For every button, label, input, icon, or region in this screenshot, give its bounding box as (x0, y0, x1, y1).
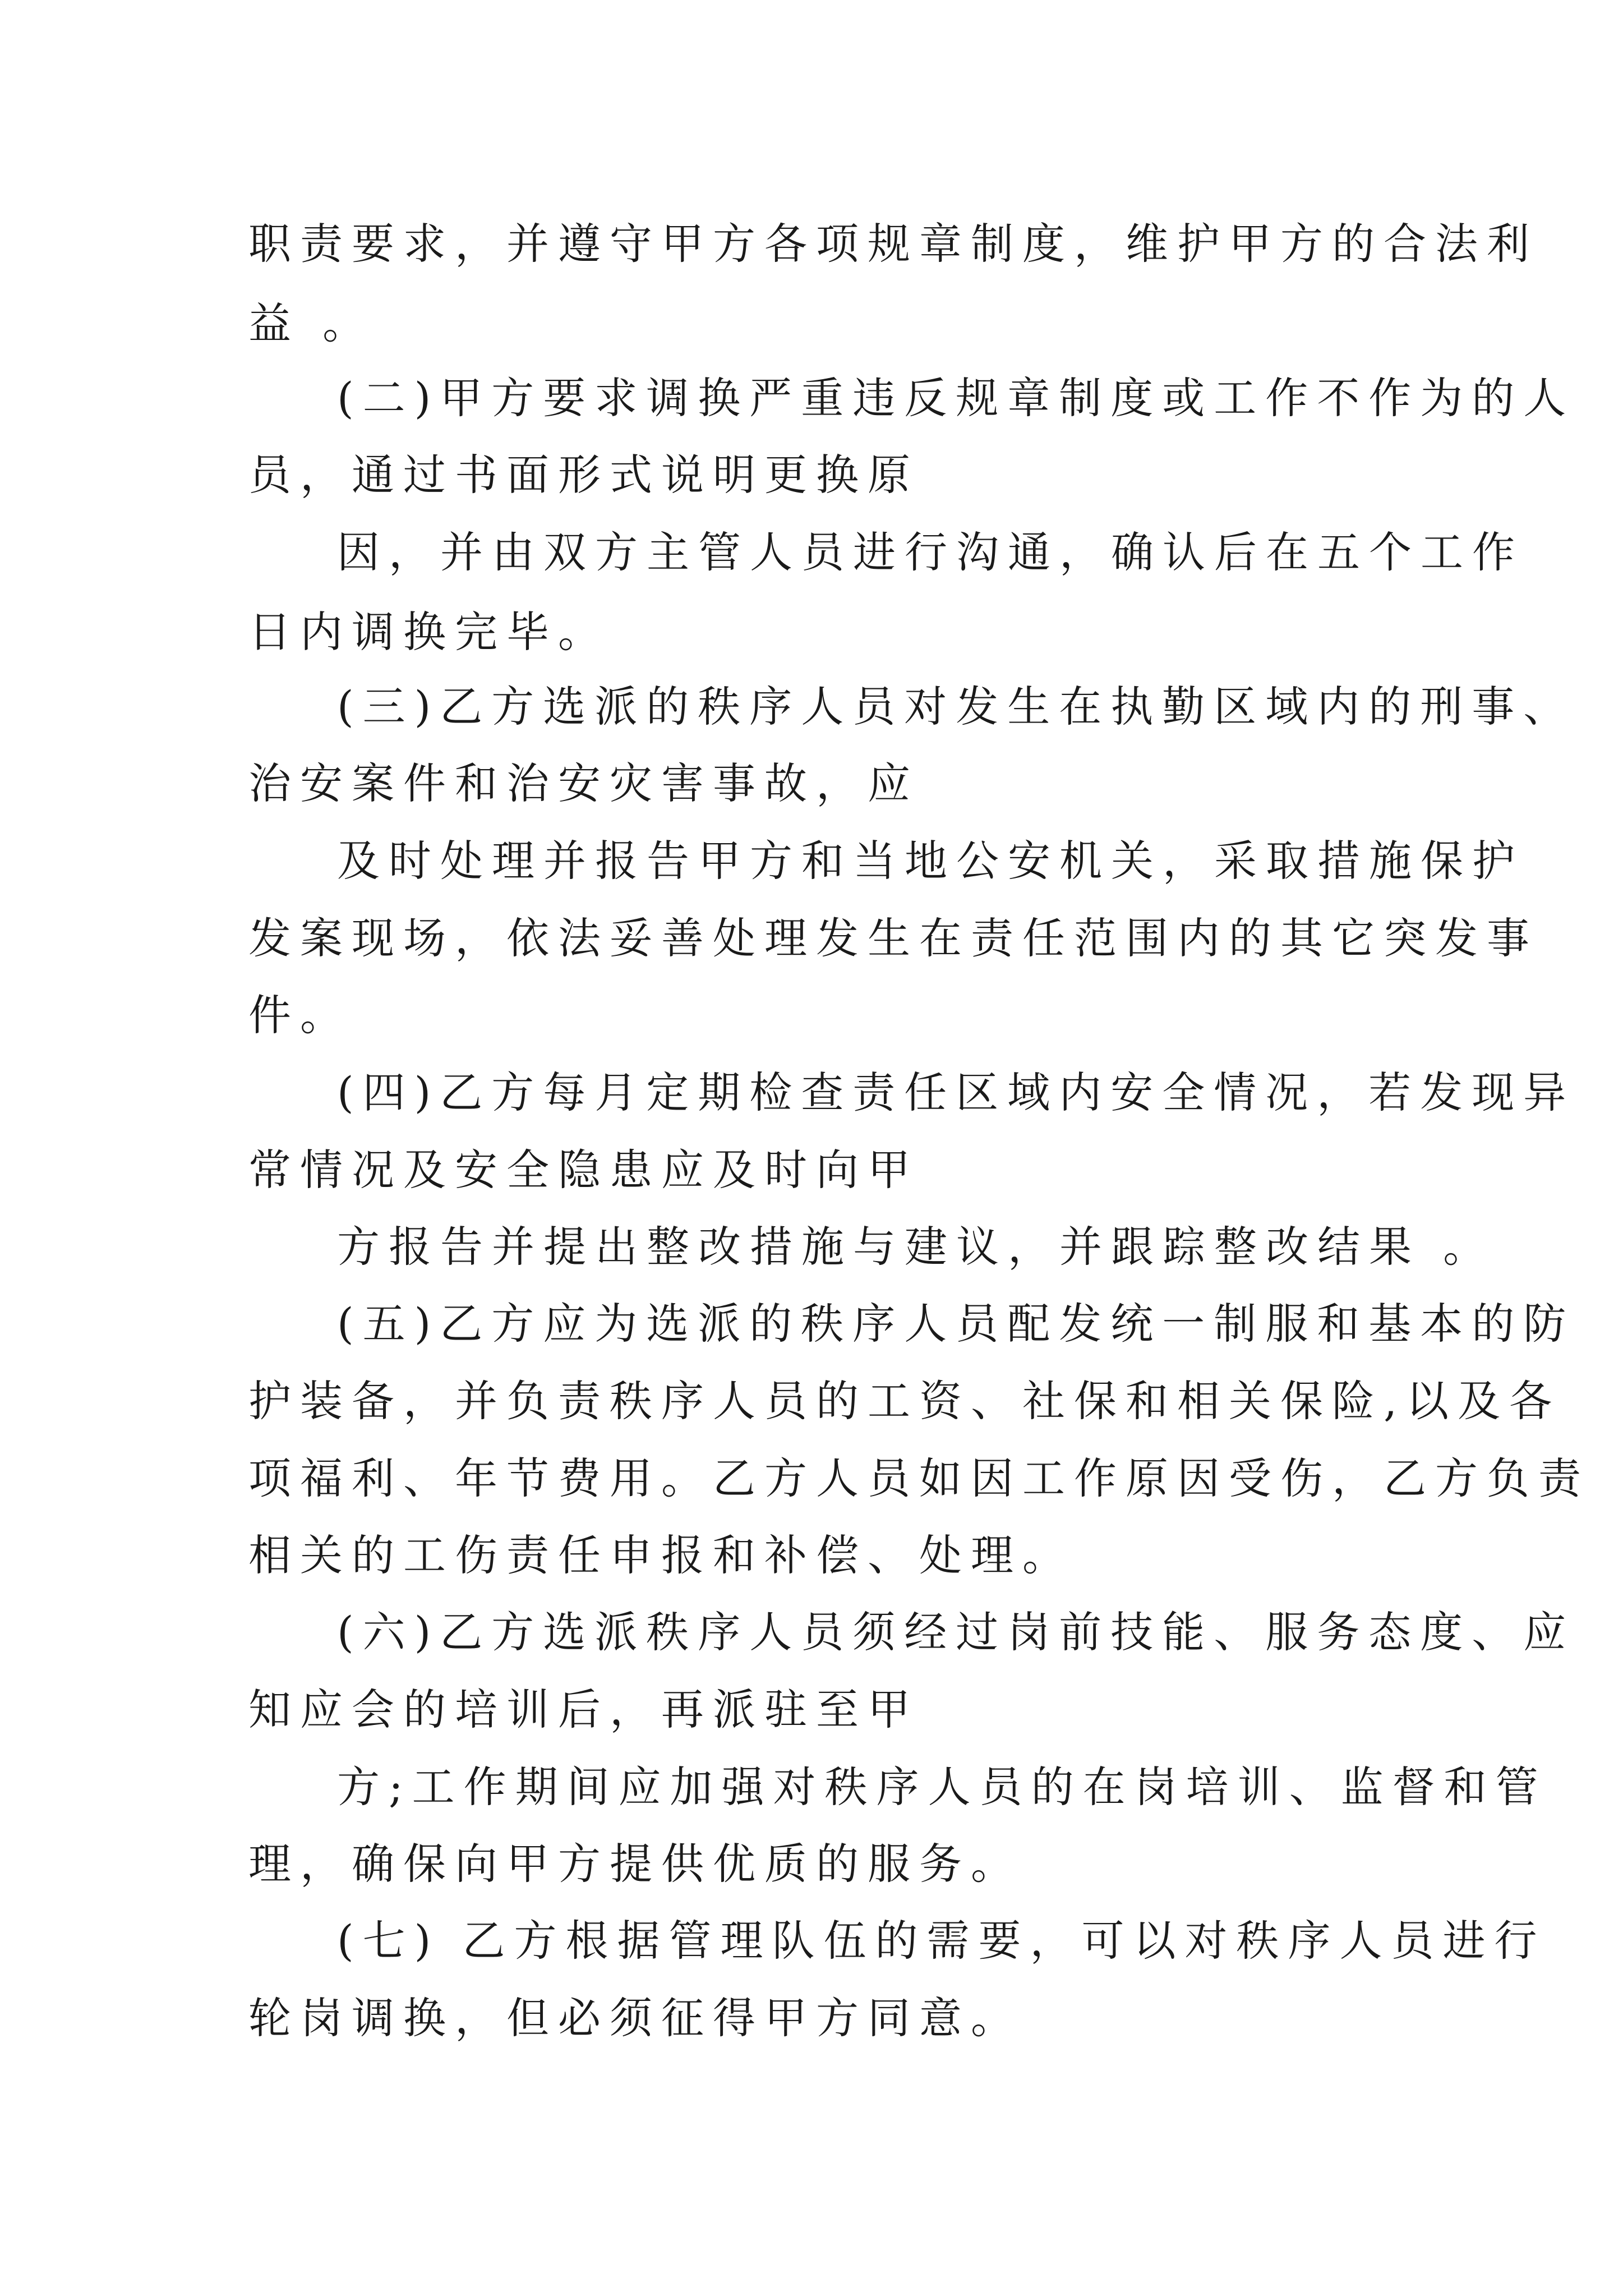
text-line: 益 。 (248, 298, 375, 348)
text-line: 知应会的培训后，再派驻至甲 (248, 1685, 919, 1734)
text-line: (三)乙方选派的秩序人员对发生在执勤区域内的刑事、 (337, 682, 1575, 731)
text-line: 方;工作期间应加强对秩序人员的在岗培训、监督和管 (337, 1762, 1547, 1812)
text-line: 治安案件和治安灾害事故，应 (248, 758, 919, 808)
text-line: 常情况及安全隐患应及时向甲 (248, 1145, 919, 1195)
text-line: 日内调换完毕。 (248, 607, 610, 657)
text-line: 项福利、年节费用。乙方人员如因工作原因受伤，乙方负责 (248, 1453, 1590, 1503)
text-line: (五)乙方应为选派的秩序人员配发统一制服和基本的防 (337, 1299, 1575, 1349)
text-line: 件。 (248, 990, 352, 1040)
text-line: 职责要求，并遵守甲方各项规章制度，维护甲方的合法利 (248, 219, 1538, 269)
text-line: (四)乙方每月定期检查责任区域内安全情况，若发现异 (337, 1068, 1575, 1117)
text-line: 轮岗调换，但必须征得甲方同意。 (248, 1993, 1022, 2043)
text-line: 护装备，并负责秩序人员的工资、社保和相关保险,以及各 (248, 1376, 1561, 1426)
text-line: 发案现场，依法妥善处理发生在责任范围内的其它突发事 (248, 913, 1538, 963)
text-line: 员，通过书面形式说明更换原 (248, 450, 919, 500)
text-line: (二)甲方要求调换严重违反规章制度或工作不作为的人 (337, 373, 1575, 423)
text-line: 相关的工伤责任申报和补偿、处理。 (248, 1530, 1074, 1580)
text-line: (六)乙方选派秩序人员须经过岗前技能、服务态度、应 (337, 1607, 1575, 1657)
text-line: (七) 乙方根据管理队伍的需要，可以对秩序人员进行 (337, 1916, 1546, 1966)
text-line: 及时处理并报告甲方和当地公安机关，采取措施保护 (337, 836, 1524, 886)
text-line: 理，确保向甲方提供优质的服务。 (248, 1839, 1022, 1889)
text-line: 方报告并提出整改措施与建议，并跟踪整改结果 。 (337, 1222, 1495, 1272)
text-line: 因，并由双方主管人员进行沟通，确认后在五个工作 (337, 527, 1524, 577)
